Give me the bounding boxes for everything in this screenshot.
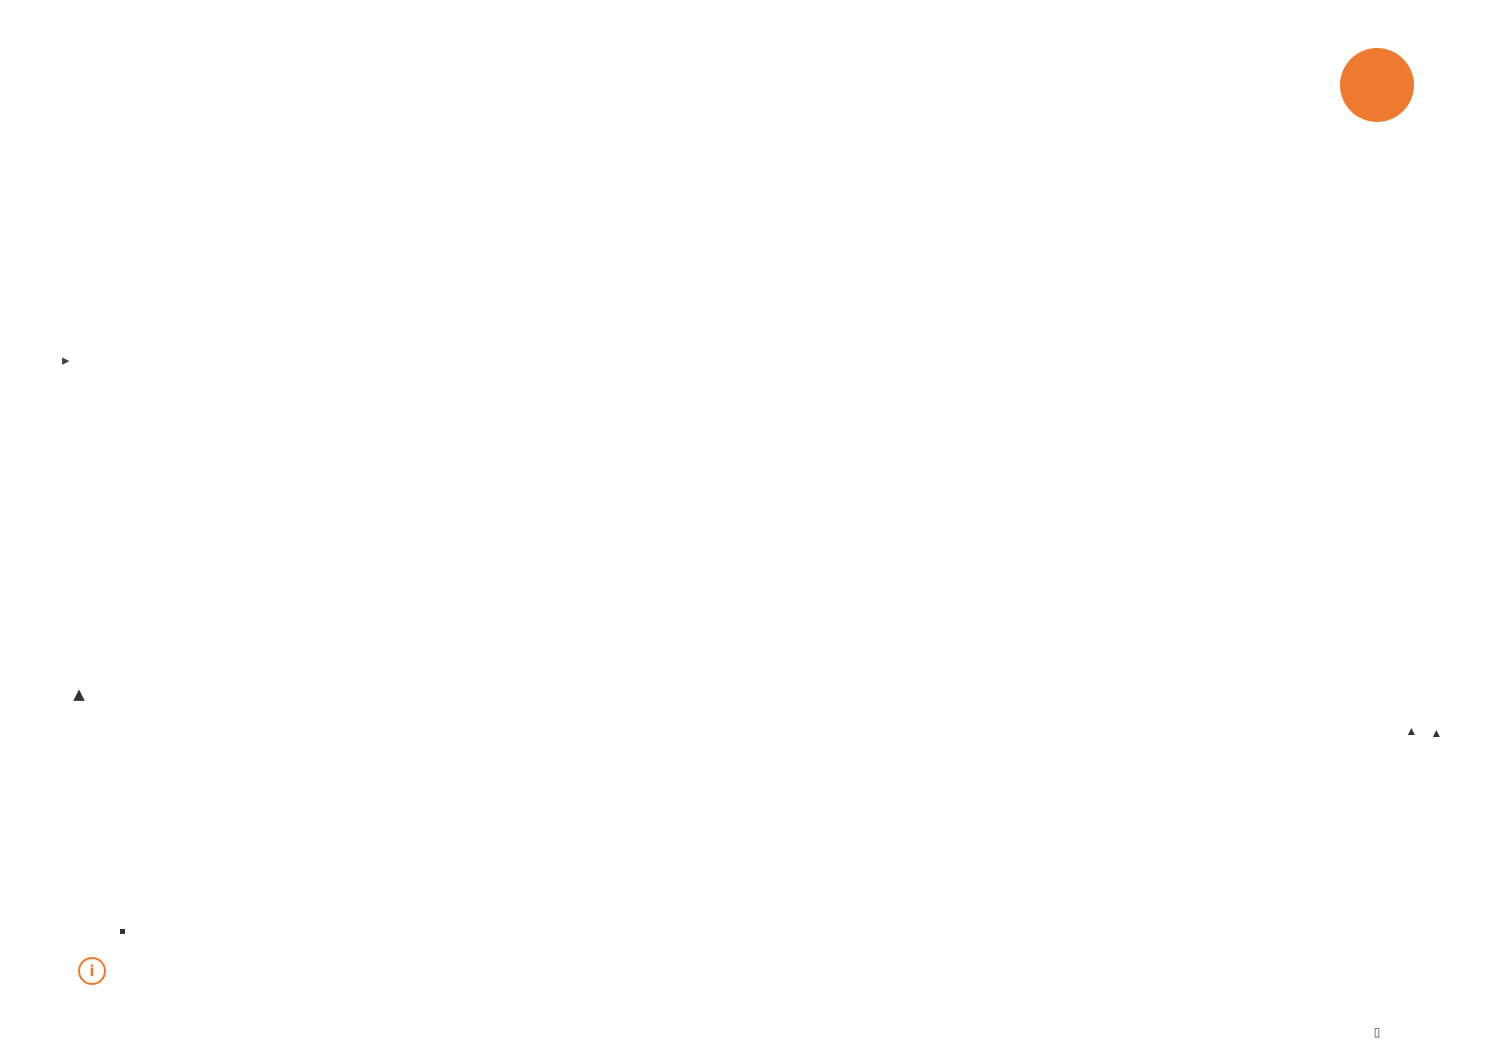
open-strings-label: ▲: [73, 685, 85, 703]
qr-code-icon[interactable]: [1330, 923, 1424, 1017]
frets-label: ▸: [62, 351, 70, 369]
info-icon: i: [78, 957, 106, 985]
strings-axis-label: ▸: [1428, 729, 1444, 737]
scan-me-label: ▯: [1373, 1025, 1381, 1039]
tuning-axis-label: ▸: [1403, 727, 1419, 735]
